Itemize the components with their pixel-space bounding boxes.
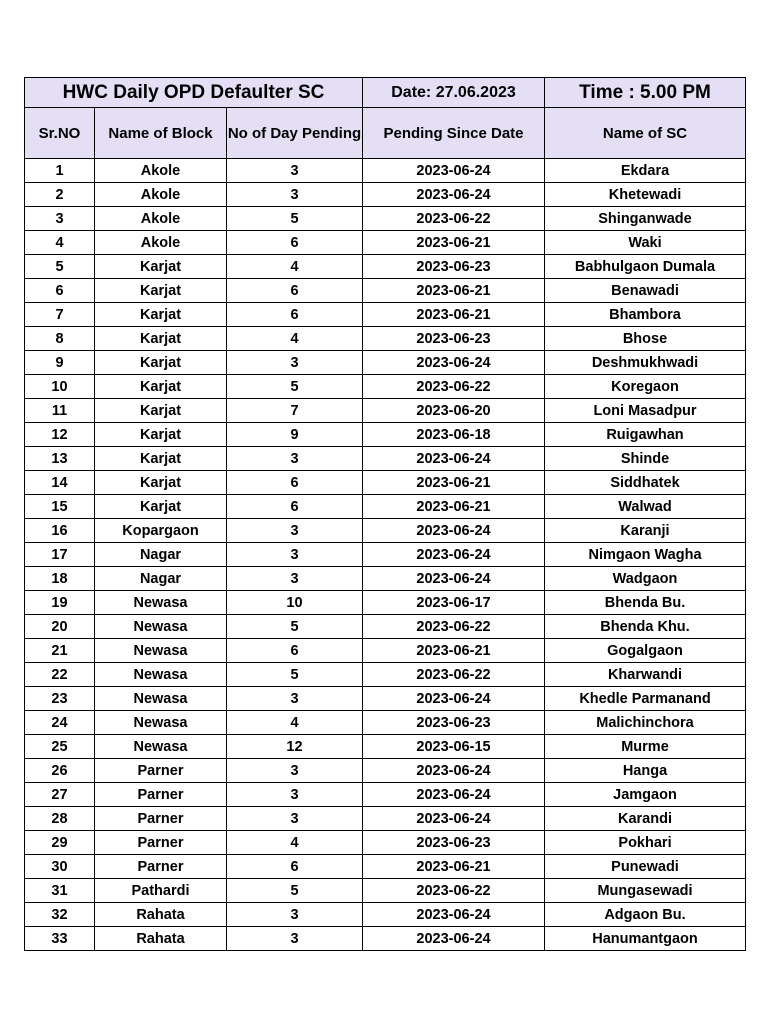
header-sc-name: Name of SC <box>545 108 746 159</box>
sc-name-cell: Karandi <box>545 807 746 831</box>
table-row <box>25 879 746 903</box>
sr-no-cell: 10 <box>25 375 95 399</box>
table-row <box>25 855 746 879</box>
days-pending-cell: 3 <box>227 351 363 375</box>
sr-no-cell: 25 <box>25 735 95 759</box>
days-pending-cell: 12 <box>227 735 363 759</box>
sr-no-cell: 9 <box>25 351 95 375</box>
block-cell: Akole <box>95 183 227 207</box>
pending-since-cell: 2023-06-23 <box>363 327 545 351</box>
pending-since-cell: 2023-06-24 <box>363 759 545 783</box>
table-row <box>25 495 746 519</box>
table-row <box>25 471 746 495</box>
sr-no-cell: 31 <box>25 879 95 903</box>
block-cell: Newasa <box>95 639 227 663</box>
sc-name-cell: Nimgaon Wagha <box>545 543 746 567</box>
pending-since-cell: 2023-06-22 <box>363 207 545 231</box>
sr-no-cell: 18 <box>25 567 95 591</box>
days-pending-cell: 3 <box>227 759 363 783</box>
sr-no-cell: 11 <box>25 399 95 423</box>
sc-name-cell: Ruigawhan <box>545 423 746 447</box>
table-row <box>25 423 746 447</box>
sr-no-cell: 8 <box>25 327 95 351</box>
sc-name-cell: Shinganwade <box>545 207 746 231</box>
days-pending-cell: 6 <box>227 471 363 495</box>
pending-since-cell: 2023-06-22 <box>363 375 545 399</box>
sc-name-cell: Bhenda Bu. <box>545 591 746 615</box>
block-cell: Nagar <box>95 567 227 591</box>
sr-no-cell: 33 <box>25 927 95 951</box>
pending-since-cell: 2023-06-24 <box>363 927 545 951</box>
days-pending-cell: 3 <box>227 519 363 543</box>
table-row <box>25 591 746 615</box>
header-row <box>25 108 746 159</box>
days-pending-cell: 4 <box>227 831 363 855</box>
block-cell: Newasa <box>95 591 227 615</box>
table-row <box>25 519 746 543</box>
days-pending-cell: 3 <box>227 927 363 951</box>
sc-name-cell: Bhose <box>545 327 746 351</box>
sr-no-cell: 24 <box>25 711 95 735</box>
pending-since-cell: 2023-06-24 <box>363 159 545 183</box>
sr-no-cell: 22 <box>25 663 95 687</box>
block-cell: Karjat <box>95 351 227 375</box>
block-cell: Kopargaon <box>95 519 227 543</box>
block-cell: Newasa <box>95 687 227 711</box>
table-row <box>25 783 746 807</box>
sr-no-cell: 26 <box>25 759 95 783</box>
pending-since-cell: 2023-06-21 <box>363 231 545 255</box>
sc-name-cell: Loni Masadpur <box>545 399 746 423</box>
sr-no-cell: 32 <box>25 903 95 927</box>
pending-since-cell: 2023-06-24 <box>363 447 545 471</box>
sr-no-cell: 19 <box>25 591 95 615</box>
sr-no-cell: 28 <box>25 807 95 831</box>
block-cell: Karjat <box>95 303 227 327</box>
pending-since-cell: 2023-06-18 <box>363 423 545 447</box>
days-pending-cell: 3 <box>227 687 363 711</box>
sc-name-cell: Waki <box>545 231 746 255</box>
table-row <box>25 807 746 831</box>
block-cell: Parner <box>95 807 227 831</box>
days-pending-cell: 5 <box>227 615 363 639</box>
block-cell: Newasa <box>95 663 227 687</box>
sr-no-cell: 5 <box>25 255 95 279</box>
pending-since-cell: 2023-06-23 <box>363 255 545 279</box>
pending-since-cell: 2023-06-24 <box>363 807 545 831</box>
pending-since-cell: 2023-06-24 <box>363 543 545 567</box>
sr-no-cell: 16 <box>25 519 95 543</box>
table-row <box>25 687 746 711</box>
sc-name-cell: Malichinchora <box>545 711 746 735</box>
header-pending-since: Pending Since Date <box>363 108 545 159</box>
days-pending-cell: 5 <box>227 375 363 399</box>
table-row <box>25 735 746 759</box>
block-cell: Pathardi <box>95 879 227 903</box>
table-row <box>25 399 746 423</box>
table-row <box>25 711 746 735</box>
days-pending-cell: 6 <box>227 855 363 879</box>
pending-since-cell: 2023-06-22 <box>363 663 545 687</box>
pending-since-cell: 2023-06-22 <box>363 615 545 639</box>
days-pending-cell: 3 <box>227 567 363 591</box>
days-pending-cell: 9 <box>227 423 363 447</box>
pending-since-cell: 2023-06-24 <box>363 783 545 807</box>
sr-no-cell: 21 <box>25 639 95 663</box>
sc-name-cell: Shinde <box>545 447 746 471</box>
days-pending-cell: 6 <box>227 495 363 519</box>
days-pending-cell: 4 <box>227 327 363 351</box>
block-cell: Parner <box>95 831 227 855</box>
block-cell: Karjat <box>95 495 227 519</box>
pending-since-cell: 2023-06-24 <box>363 567 545 591</box>
table-row <box>25 903 746 927</box>
block-cell: Parner <box>95 759 227 783</box>
pending-since-cell: 2023-06-21 <box>363 471 545 495</box>
pending-since-cell: 2023-06-21 <box>363 303 545 327</box>
table-row <box>25 183 746 207</box>
header-block: Name of Block <box>95 108 227 159</box>
header-sr-no: Sr.NO <box>25 108 95 159</box>
sc-name-cell: Murme <box>545 735 746 759</box>
sc-name-cell: Benawadi <box>545 279 746 303</box>
sc-name-cell: Siddhatek <box>545 471 746 495</box>
sc-name-cell: Gogalgaon <box>545 639 746 663</box>
sc-name-cell: Walwad <box>545 495 746 519</box>
block-cell: Rahata <box>95 903 227 927</box>
sr-no-cell: 7 <box>25 303 95 327</box>
header-days-pending: No of Day Pending <box>227 108 363 159</box>
pending-since-cell: 2023-06-21 <box>363 639 545 663</box>
table-body <box>25 159 746 951</box>
pending-since-cell: 2023-06-24 <box>363 519 545 543</box>
table-row <box>25 447 746 471</box>
sc-name-cell: Pokhari <box>545 831 746 855</box>
block-cell: Karjat <box>95 423 227 447</box>
table-row <box>25 567 746 591</box>
days-pending-cell: 6 <box>227 231 363 255</box>
sr-no-cell: 2 <box>25 183 95 207</box>
days-pending-cell: 7 <box>227 399 363 423</box>
table-row <box>25 543 746 567</box>
sc-name-cell: Hanumantgaon <box>545 927 746 951</box>
sr-no-cell: 27 <box>25 783 95 807</box>
sr-no-cell: 6 <box>25 279 95 303</box>
report-date: Date: 27.06.2023 <box>363 78 545 108</box>
block-cell: Newasa <box>95 615 227 639</box>
sc-name-cell: Khetewadi <box>545 183 746 207</box>
block-cell: Akole <box>95 159 227 183</box>
table-row <box>25 663 746 687</box>
table-row <box>25 159 746 183</box>
days-pending-cell: 3 <box>227 903 363 927</box>
report-title: HWC Daily OPD Defaulter SC <box>25 78 363 108</box>
days-pending-cell: 5 <box>227 879 363 903</box>
block-cell: Karjat <box>95 279 227 303</box>
pending-since-cell: 2023-06-22 <box>363 879 545 903</box>
sr-no-cell: 3 <box>25 207 95 231</box>
table-row <box>25 375 746 399</box>
days-pending-cell: 6 <box>227 639 363 663</box>
report-time: Time : 5.00 PM <box>545 78 746 108</box>
days-pending-cell: 6 <box>227 303 363 327</box>
title-row <box>25 78 746 108</box>
sc-name-cell: Kharwandi <box>545 663 746 687</box>
sc-name-cell: Koregaon <box>545 375 746 399</box>
sr-no-cell: 23 <box>25 687 95 711</box>
days-pending-cell: 5 <box>227 663 363 687</box>
block-cell: Karjat <box>95 399 227 423</box>
table-row <box>25 327 746 351</box>
block-cell: Parner <box>95 783 227 807</box>
pending-since-cell: 2023-06-24 <box>363 903 545 927</box>
pending-since-cell: 2023-06-21 <box>363 279 545 303</box>
pending-since-cell: 2023-06-23 <box>363 711 545 735</box>
block-cell: Karjat <box>95 471 227 495</box>
sc-name-cell: Mungasewadi <box>545 879 746 903</box>
table-row <box>25 927 746 951</box>
days-pending-cell: 5 <box>227 207 363 231</box>
days-pending-cell: 3 <box>227 807 363 831</box>
sc-name-cell: Ekdara <box>545 159 746 183</box>
days-pending-cell: 4 <box>227 711 363 735</box>
days-pending-cell: 3 <box>227 543 363 567</box>
sc-name-cell: Hanga <box>545 759 746 783</box>
pending-since-cell: 2023-06-23 <box>363 831 545 855</box>
pending-since-cell: 2023-06-24 <box>363 687 545 711</box>
pending-since-cell: 2023-06-21 <box>363 855 545 879</box>
sr-no-cell: 1 <box>25 159 95 183</box>
block-cell: Akole <box>95 231 227 255</box>
sr-no-cell: 15 <box>25 495 95 519</box>
block-cell: Rahata <box>95 927 227 951</box>
sc-name-cell: Jamgaon <box>545 783 746 807</box>
block-cell: Karjat <box>95 375 227 399</box>
pending-since-cell: 2023-06-20 <box>363 399 545 423</box>
sr-no-cell: 30 <box>25 855 95 879</box>
block-cell: Akole <box>95 207 227 231</box>
block-cell: Nagar <box>95 543 227 567</box>
table-row <box>25 279 746 303</box>
table-row <box>25 759 746 783</box>
table-row <box>25 303 746 327</box>
table-row <box>25 831 746 855</box>
sc-name-cell: Wadgaon <box>545 567 746 591</box>
days-pending-cell: 3 <box>227 783 363 807</box>
sc-name-cell: Karanji <box>545 519 746 543</box>
table-row <box>25 639 746 663</box>
sc-name-cell: Punewadi <box>545 855 746 879</box>
sr-no-cell: 4 <box>25 231 95 255</box>
days-pending-cell: 3 <box>227 447 363 471</box>
table-row <box>25 255 746 279</box>
days-pending-cell: 10 <box>227 591 363 615</box>
sr-no-cell: 12 <box>25 423 95 447</box>
sr-no-cell: 17 <box>25 543 95 567</box>
pending-since-cell: 2023-06-21 <box>363 495 545 519</box>
sr-no-cell: 20 <box>25 615 95 639</box>
sr-no-cell: 13 <box>25 447 95 471</box>
sc-name-cell: Babhulgaon Dumala <box>545 255 746 279</box>
table-row <box>25 207 746 231</box>
pending-since-cell: 2023-06-24 <box>363 183 545 207</box>
pending-since-cell: 2023-06-24 <box>363 351 545 375</box>
sc-name-cell: Deshmukhwadi <box>545 351 746 375</box>
table-row <box>25 351 746 375</box>
pending-since-cell: 2023-06-15 <box>363 735 545 759</box>
block-cell: Newasa <box>95 711 227 735</box>
sc-name-cell: Bhenda Khu. <box>545 615 746 639</box>
block-cell: Karjat <box>95 447 227 471</box>
days-pending-cell: 3 <box>227 183 363 207</box>
days-pending-cell: 3 <box>227 159 363 183</box>
days-pending-cell: 4 <box>227 255 363 279</box>
days-pending-cell: 6 <box>227 279 363 303</box>
sr-no-cell: 29 <box>25 831 95 855</box>
block-cell: Parner <box>95 855 227 879</box>
sc-name-cell: Bhambora <box>545 303 746 327</box>
block-cell: Karjat <box>95 327 227 351</box>
sc-name-cell: Khedle Parmanand <box>545 687 746 711</box>
pending-since-cell: 2023-06-17 <box>363 591 545 615</box>
table-row <box>25 231 746 255</box>
sr-no-cell: 14 <box>25 471 95 495</box>
table-row <box>25 615 746 639</box>
defaulter-table <box>24 77 746 951</box>
block-cell: Karjat <box>95 255 227 279</box>
sc-name-cell: Adgaon Bu. <box>545 903 746 927</box>
block-cell: Newasa <box>95 735 227 759</box>
